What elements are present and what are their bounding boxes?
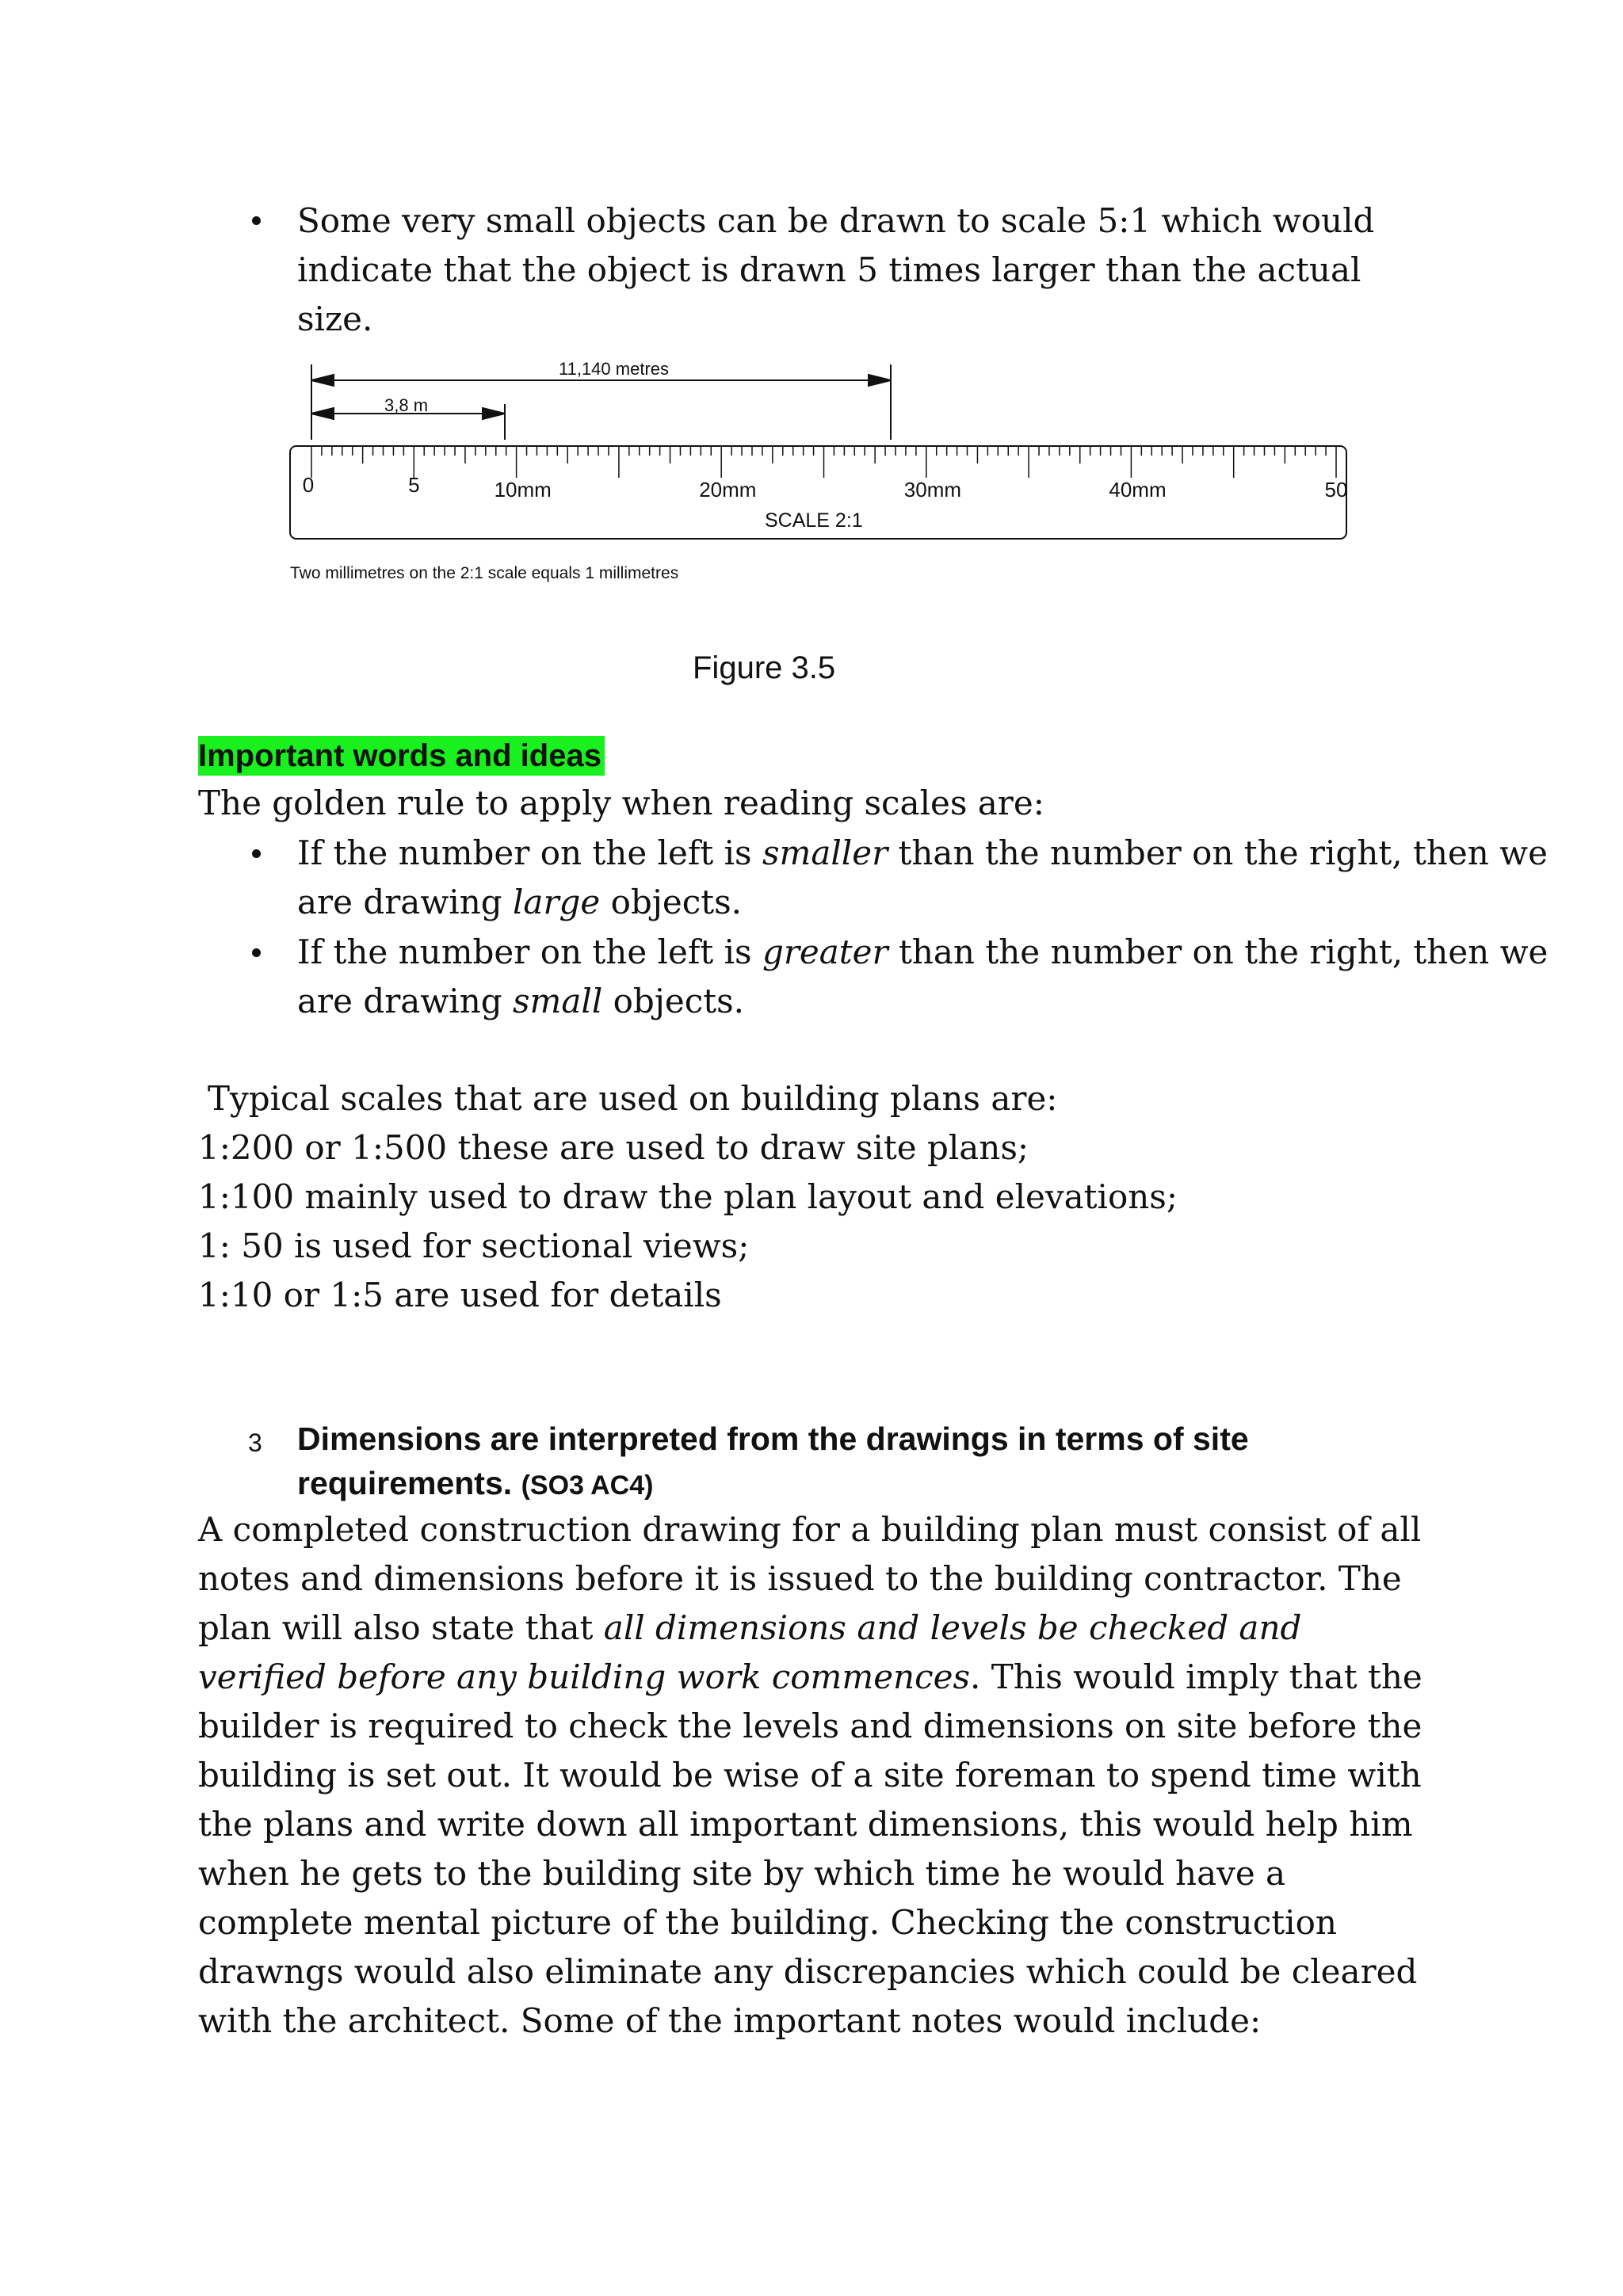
dim-long-arrow-left — [311, 375, 334, 386]
typical-scale-line: 1: 50 is used for sectional views; — [198, 1226, 750, 1265]
section-title-line1: Dimensions are interpreted from the drawings in terms of site — [297, 1421, 1249, 1457]
ruler-tick-labels — [303, 473, 1348, 502]
ruler-tick-label: 0 — [302, 473, 315, 497]
figure-caption: Figure 3.5 — [693, 650, 836, 685]
ruler-tick-label: 30mm — [903, 478, 962, 502]
scale-note: Two millimetres on the 2:1 scale equals 1 millimetres — [290, 564, 679, 582]
dim-long-label: 11,140 metres — [559, 359, 670, 379]
typical-scale-line: 1:100 mainly used to draw the plan layout and elevations; — [198, 1177, 1178, 1216]
scale-label: SCALE 2:1 — [765, 509, 863, 532]
bullet-marker — [252, 849, 261, 858]
important-heading: Important words and ideas — [198, 736, 605, 776]
bullet-scale-5-1: Some very small objects can be drawn to scale 5:1 which would indicate that the object is drawn 5 times larger than the actual size. — [297, 201, 1375, 338]
section-number: 3 — [248, 1428, 262, 1457]
typical-scale-line: 1:200 or 1:500 these are used to draw site plans; — [198, 1128, 1029, 1167]
ruler-tick-label: 40mm — [1109, 478, 1167, 502]
ruler-tick-label: 50 — [1324, 478, 1348, 502]
ruler-tick-label: 5 — [408, 473, 420, 497]
scale-ruler-diagram — [0, 0, 1623, 602]
ruler-tick-label: 20mm — [699, 478, 757, 502]
dim-long-arrow-right — [869, 375, 891, 386]
dim-short-arrow-right — [483, 408, 505, 419]
dim-short-arrow-left — [311, 408, 334, 419]
bullet-marker — [252, 948, 261, 957]
section-paragraph: A completed construction drawing for a building plan must consist of all notes and dimensions before it is issued to the building contractor. The plan will also state that all dimensions and levels be checked and verified before any building work commences. This would imply that the builder is required to check the levels and dimensions on site before the building is set out. It would be wise of a site foreman to spend time with the plans and write down all important dimensions, this would help him when he gets to the building site by which time he would have a complete mental picture of the building. Checking the construction drawngs would also eliminate any discrepancies which could be cleared with the architect. Some of the important notes would include: — [198, 1510, 1423, 2040]
section-ref: (SO3 AC4) — [521, 1470, 654, 1501]
dim-short-label: 3,8 m — [384, 395, 429, 415]
rule-smaller: If the number on the left is smaller than the number on the right, then we are drawing large objects. — [297, 833, 1548, 921]
rule-greater: If the number on the left is greater than the number on the right, then we are drawing small objects. — [297, 933, 1549, 1020]
golden-rule-intro: The golden rule to apply when reading scales are: — [198, 784, 1044, 822]
section-title-line2: requirements. (SO3 AC4) — [297, 1465, 654, 1501]
typical-scale-line: 1:10 or 1:5 are used for details — [198, 1276, 722, 1314]
typical-scales-intro: Typical scales that are used on building plans are: — [208, 1079, 1058, 1118]
ruler-tick-label: 10mm — [494, 478, 552, 502]
ruler-ticks — [311, 446, 1336, 478]
